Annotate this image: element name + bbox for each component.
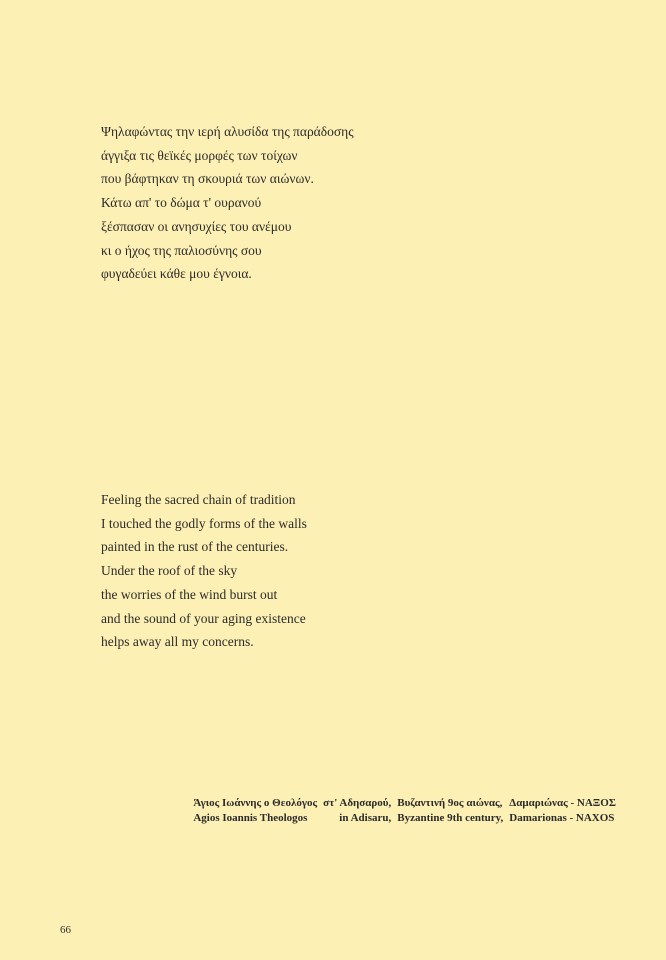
poem-english — [101, 488, 307, 654]
poem-english-line: I touched the godly forms of the walls — [101, 515, 307, 531]
caption-greek-period: Βυζαντινή 9ος αιώνας, — [397, 797, 503, 809]
poem-english-line: helps away all my concerns. — [101, 634, 254, 650]
caption-greek-name: Άγιος Ιωάννης ο Θεολόγος — [193, 797, 318, 809]
poem-english-line: Under the roof of the sky — [101, 563, 238, 579]
poem-greek-line: ξέσπασαν οι ανησυχίες του ανέμου — [101, 218, 292, 234]
poem-greek-line: κι ο ήχος της παλιοσύνης σου — [101, 242, 262, 258]
page-number: 66 — [60, 924, 71, 936]
caption-english-place: Damarionas - NAXOS — [509, 812, 615, 824]
poem-greek-line: άγγιξα τις θεϊκές μορφές των τοίχων — [101, 147, 298, 163]
caption-greek-place: Δαμαριώνας - ΝΑΞΟΣ — [509, 797, 616, 809]
photo-caption — [193, 796, 616, 826]
poem-greek-line: Κάτω απ' το δώμα τ' ουρανού — [101, 195, 262, 211]
caption-english-row — [193, 811, 616, 826]
poem-greek-line: που βάφτηκαν τη σκουριά των αιώνων. — [101, 171, 314, 187]
poem-english-line: the worries of the wind burst out — [101, 586, 278, 602]
poem-greek-line: Ψηλαφώντας την ιερή αλυσίδα της παράδοσης — [101, 124, 354, 139]
poem-greek-line: φυγαδεύει κάθε μου έγνοια. — [101, 266, 252, 282]
caption-greek-row — [193, 796, 616, 811]
caption-english-period: Byzantine 9th century, — [397, 812, 504, 824]
caption-greek-location: στ' Αδησαρού, — [323, 797, 392, 809]
caption-english-name: Agios Ioannis Theologos — [193, 812, 308, 824]
caption-english-location: in Adisaru, — [339, 812, 392, 824]
poem-english-line: and the sound of your aging existence — [101, 610, 306, 626]
poem-english-line: painted in the rust of the centuries. — [101, 539, 289, 555]
poem-english-line: Feeling the sacred chain of tradition — [101, 492, 296, 507]
poem-greek — [101, 120, 354, 286]
